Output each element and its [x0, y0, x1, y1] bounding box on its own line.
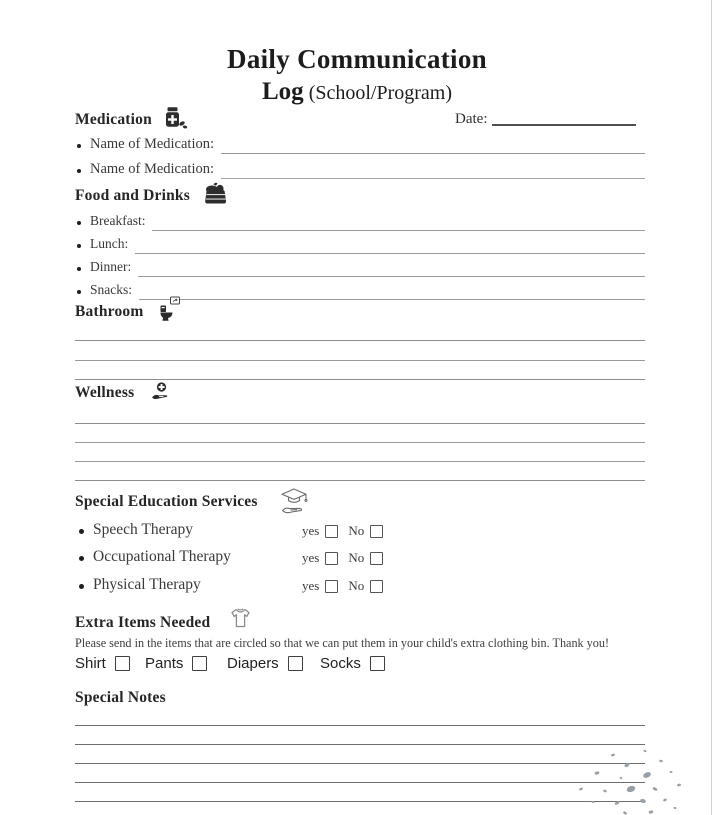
bullet-icon [77, 267, 81, 271]
bullet-icon [79, 584, 84, 589]
extra-items-note: Please send in the items that are circled so that we can put them in your child's extra clothing bin. Thank you! [75, 636, 610, 650]
clothing-item [320, 655, 385, 672]
no-label: No [348, 523, 365, 538]
bullet-icon [77, 144, 81, 148]
yes-no-row [302, 523, 393, 539]
occupational-yes-checkbox[interactable] [325, 552, 338, 565]
tshirt-icon [228, 606, 253, 631]
pants-label: Pants [145, 655, 184, 672]
therapy-label: Speech Therapy [93, 521, 193, 538]
bullet-icon [77, 169, 81, 173]
subtitle-log: Log [262, 78, 304, 105]
confetti-dots [565, 745, 690, 815]
list-item [77, 548, 231, 566]
speech-yes-checkbox[interactable] [325, 525, 338, 538]
toilet-icon [158, 296, 181, 323]
bullet-icon [77, 221, 81, 225]
food-row-label: Lunch: [90, 236, 129, 251]
pill-bottle-icon [162, 106, 188, 130]
bullet-icon [77, 244, 81, 248]
medication-writing-line-2[interactable] [221, 161, 645, 179]
notes-writing-line[interactable] [75, 763, 645, 764]
wellness-writing-line[interactable] [75, 423, 645, 424]
medication-row-label: Name of Medication: [90, 136, 215, 152]
food-basket-icon [202, 181, 229, 206]
physical-yes-checkbox[interactable] [325, 580, 338, 593]
wellness-writing-line[interactable] [75, 461, 645, 462]
page-subtitle [0, 78, 714, 106]
clothing-item [145, 655, 207, 672]
yes-no-row [302, 550, 393, 566]
wellness-writing-line[interactable] [75, 442, 645, 443]
clothing-item [75, 655, 130, 672]
no-label: No [348, 578, 365, 593]
food-row-label: Dinner: [90, 259, 132, 274]
list-item [77, 576, 201, 594]
no-label: No [348, 550, 365, 565]
notes-writing-line[interactable] [75, 801, 645, 802]
bathroom-writing-line[interactable] [75, 340, 645, 341]
bullet-icon [77, 290, 81, 294]
page-title: Daily Communication [227, 44, 487, 74]
wellness-writing-line[interactable] [75, 480, 645, 481]
food-row-label: Snacks: [90, 282, 132, 297]
socks-label: Socks [320, 655, 361, 672]
bullet-icon [79, 556, 84, 561]
therapy-label: Physical Therapy [93, 576, 201, 593]
extra-items-heading: Extra Items Needed [75, 614, 211, 631]
breakfast-writing-line[interactable] [152, 213, 645, 231]
hand-health-icon [150, 381, 172, 403]
yes-no-row [302, 578, 393, 594]
occupational-no-checkbox[interactable] [370, 552, 383, 565]
wellness-heading: Wellness [75, 384, 135, 401]
shirt-label: Shirt [75, 655, 106, 672]
bathroom-heading: Bathroom [75, 303, 144, 320]
list-item [75, 161, 645, 179]
date-field [455, 111, 636, 128]
graduation-cap-hand-icon [278, 486, 311, 517]
list-item [75, 236, 645, 254]
date-writing-line[interactable] [492, 111, 636, 126]
notes-writing-line[interactable] [75, 744, 645, 745]
special-notes-heading: Special Notes [75, 689, 166, 706]
list-item [77, 521, 193, 539]
yes-label: yes [302, 578, 320, 593]
medication-heading: Medication [75, 111, 152, 128]
page-edge-divider [711, 0, 712, 815]
socks-checkbox[interactable] [370, 656, 385, 671]
list-item [75, 136, 645, 154]
therapy-label: Occupational Therapy [93, 548, 231, 565]
pants-checkbox[interactable] [192, 656, 207, 671]
bullet-icon [79, 529, 84, 534]
list-item [75, 259, 645, 277]
shirt-checkbox[interactable] [115, 656, 130, 671]
bathroom-writing-line[interactable] [75, 360, 645, 361]
food-row-label: Breakfast: [90, 213, 146, 228]
speech-no-checkbox[interactable] [370, 525, 383, 538]
subtitle-program: (School/Program) [303, 82, 452, 104]
diapers-label: Diapers [227, 655, 279, 672]
bathroom-writing-line[interactable] [75, 379, 645, 380]
physical-no-checkbox[interactable] [370, 580, 383, 593]
diapers-checkbox[interactable] [288, 656, 303, 671]
yes-label: yes [302, 523, 320, 538]
notes-writing-line[interactable] [75, 782, 645, 783]
medication-writing-line-1[interactable] [221, 136, 645, 154]
snacks-writing-line[interactable] [139, 282, 645, 300]
food-heading: Food and Drinks [75, 187, 190, 204]
date-label: Date: [455, 111, 488, 127]
notes-writing-line[interactable] [75, 725, 645, 726]
lunch-writing-line[interactable] [135, 236, 645, 254]
yes-label: yes [302, 550, 320, 565]
medication-row-label: Name of Medication: [90, 161, 215, 177]
dinner-writing-line[interactable] [138, 259, 645, 277]
list-item [75, 213, 645, 231]
clothing-item [227, 655, 303, 672]
special-ed-heading: Special Education Services [75, 493, 258, 510]
